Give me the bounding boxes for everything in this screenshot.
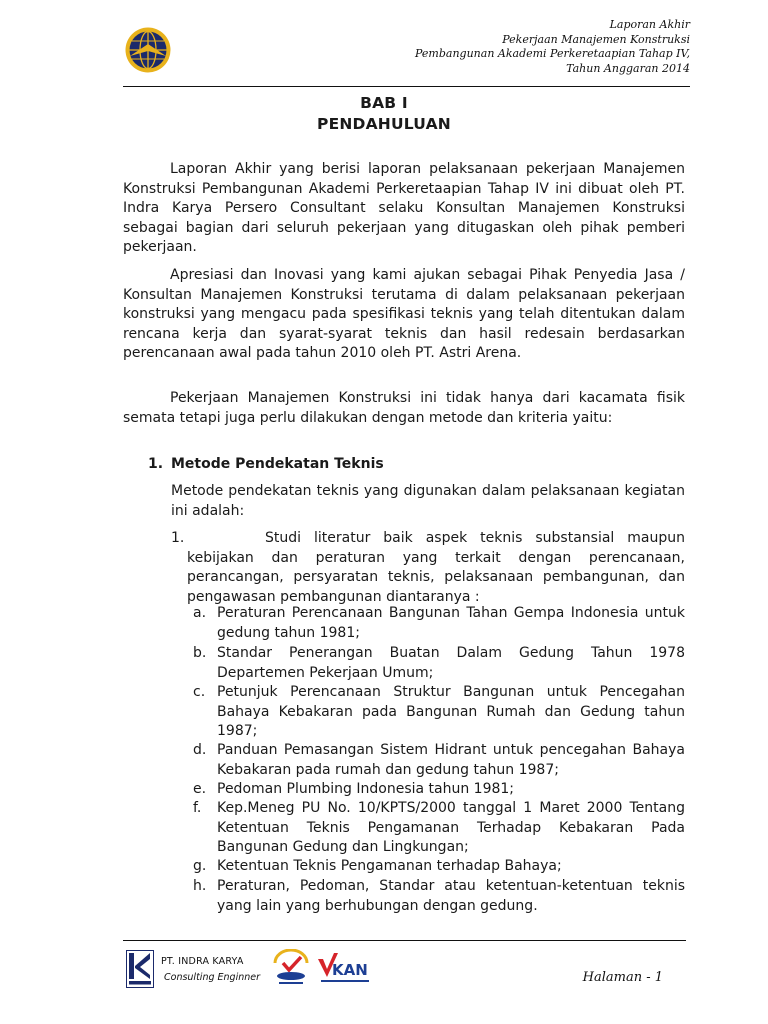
ministry-emblem-logo [124,26,172,74]
appreciation-paragraph: Apresiasi dan Inovasi yang kami ajukan sebagai Pihak Penyedia Jasa / Konsultan Manajemen Konstruksi terutama di dalam pelaksanaan pekerjaan konstruksi yang mengacu pada spesifikasi teknis yang telah ditentukan dalam rencana kerja dan syarat-syarat teknis dan hasil redesain berdasarkan perencanaan awal pada tahun 2010 oleh PT. Astri Arena. [123,267,685,361]
header-fiscal-year: Tahun Anggaran 2014 [566,61,690,75]
company-tagline: Consulting Enginner [164,972,260,983]
list-item: Petunjuk Perencanaan Struktur Bangunan untuk Pencegahan Bahaya Kebakaran pada Bangunan Rumah dan Gedung tahun 1987; [217,684,685,739]
list-item: Peraturan Perencanaan Bangunan Tahan Gempa Indonesia untuk gedung tahun 1981; [217,605,685,641]
section-number: 1. [148,456,164,472]
list-item-marker: g. [193,858,207,874]
method-paragraph: Pekerjaan Manajemen Konstruksi ini tidak hanya dari kacamata fisik semata tetapi juga perlu dilakukan dengan metode dan kriteria yaitu: [123,390,685,426]
list-item: Peraturan, Pedoman, Standar atau ketentuan-ketentuan teknis yang lain yang berhubungan dengan gedung. [217,878,685,914]
list-item: Ketentuan Teknis Pengamanan terhadap Bahaya; [217,858,562,874]
list-item-marker: a. [193,605,207,621]
list-item: Pedoman Plumbing Indonesia tahun 1981; [217,781,515,797]
list-item-marker: f. [193,800,202,816]
footer-divider [123,940,686,941]
list-item-marker: e. [193,781,207,797]
page-number: Halaman - 1 [582,970,663,985]
document-header [415,18,690,76]
list-item-marker: d. [193,742,207,758]
header-project-type: Pekerjaan Manajemen Konstruksi [502,32,690,46]
header-report-type: Laporan Akhir [609,18,690,31]
header-divider [123,86,690,87]
intro-paragraph: Laporan Akhir yang berisi laporan pelaksanaan pekerjaan Manajemen Konstruksi Pembangunan Akademi Perkeretaapian Tahap IV ini dibuat oleh PT. Indra Karya Persero Consultant selaku Konsultan Manajemen Konstruksi sebagai bagian dari seluruh pekerjaan yang ditugaskan oleh pihak pemberi pekerjaan. [123,161,685,255]
list-item-marker: b. [193,645,207,661]
company-name: PT. INDRA KARYA [161,956,244,967]
numbered-item-text: Studi literatur baik aspek teknis substansial maupun kebijakan dan peraturan yang terkait dengan perencanaan, perancangan, persyaratan teknis, pelaksanaan pembangunan, dan pengawasan pembangunan diantaranya : [187,530,685,605]
header-project-name: Pembangunan Akademi Perkeretaapian Tahap IV, [415,47,690,60]
kan-accreditation-logo [317,950,373,990]
section-heading: Metode Pendekatan Teknis [171,456,384,472]
list-item: Standar Penerangan Buatan Dalam Gedung Tahun 1978 Departemen Pekerjaan Umum; [217,645,685,681]
indra-karya-logo [126,950,154,988]
iso-certification-logo [271,949,311,989]
list-item-marker: c. [193,684,206,700]
numbered-item-marker: 1. [171,530,185,546]
section-intro: Metode pendekatan teknis yang digunakan dalam pelaksanaan kegiatan ini adalah: [171,483,685,519]
list-item: Kep.Meneg PU No. 10/KPTS/2000 tanggal 1 Maret 2000 Tentang Ketentuan Teknis Pengamanan Terhadap Kebakaran Pada Bangunan Gedung dan Lingkungan; [217,800,685,855]
chapter-title: PENDAHULUAN [317,115,451,133]
kan-logo-text: KAN [332,961,368,979]
list-item-marker: h. [193,878,207,894]
chapter-label: BAB I [360,94,408,112]
list-item: Panduan Pemasangan Sistem Hidrant untuk pencegahan Bahaya Kebakaran pada rumah dan gedung tahun 1987; [217,742,685,778]
